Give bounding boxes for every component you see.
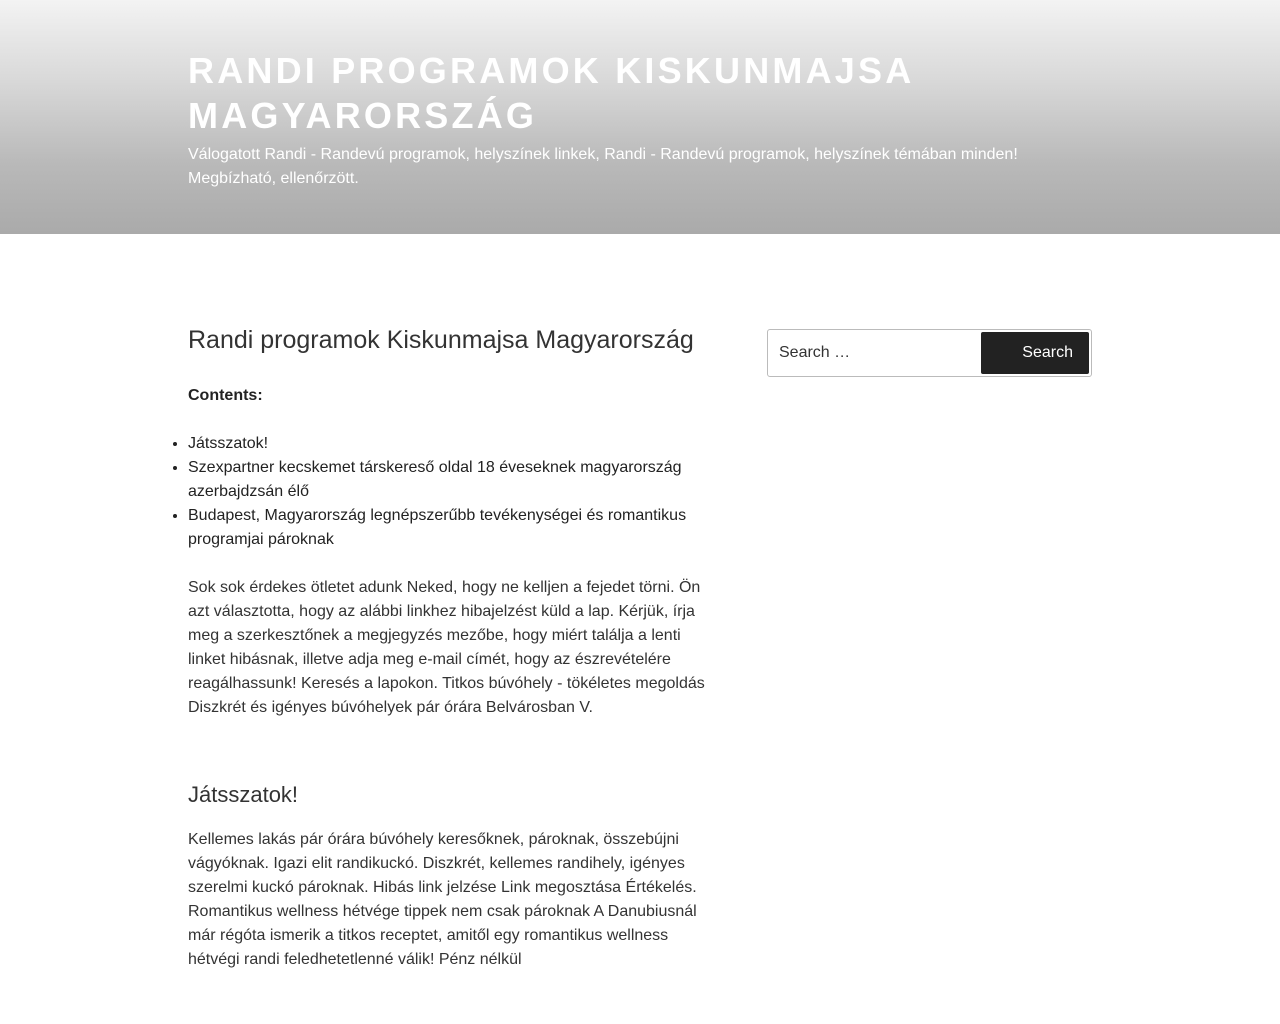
- site-description: Válogatott Randi - Randevú programok, helyszínek linkek, Randi - Randevú programok, helyszínek témában minden! Megbízható, ellenőrzött.: [188, 146, 1018, 187]
- toc-item[interactable]: • Játsszatok!: [188, 432, 716, 456]
- site-header: [0, 0, 1280, 234]
- intro-paragraph: Sok sok érdekes ötletet adunk Neked, hogy ne kelljen a fejedet törni. Ön azt választotta, hogy az alábbi linkhez hibajelzést küld a lap. Kérjük, írja meg a szerkesztőnek a megjegyzés mezőbe, hogy miért találja a lenti linket hibásnak, illetve adja meg e-mail címét, hogy az észrevételére reagálhassunk! Keresés a lapokon. Titkos búvóhely - tökéletes megoldás Diszkrét és igényes búvóhelyek pár órára Belvárosban V.: [188, 579, 705, 716]
- page-title: Randi programok Kiskunmajsa Magyarország: [188, 326, 694, 354]
- sidebar: [767, 329, 1092, 377]
- site-branding: [188, 48, 1088, 191]
- contents-label: Contents:: [188, 387, 263, 404]
- main-content: [188, 322, 716, 972]
- table-of-contents: [188, 432, 716, 552]
- section-heading: Játsszatok!: [188, 782, 299, 807]
- section-paragraph: Kellemes lakás pár órára búvóhely keresőknek, pároknak, összebújni vágyóknak. Igazi elit randikuckó. Diszkrét, kellemes randihely, igényes szerelmi kuckó pároknak. Hibás link jelzése Link megosztása Értékelés. Romantikus wellness hétvége tippek nem csak pároknak A Danubiusnál már régóta ismerik a titkos receptet, amitől egy romantikus wellness hétvégi randi feledhetetlenné válik! Pénz nélkül: [188, 831, 697, 968]
- search-input[interactable]: [768, 330, 968, 376]
- search-button[interactable]: Search: [981, 332, 1089, 374]
- toc-item[interactable]: • Szexpartner kecskemet társkereső oldal 18 éveseknek magyarország azerbajdzsán élő: [188, 456, 716, 504]
- search-form: [767, 329, 1092, 377]
- site-title[interactable]: RANDI PROGRAMOK KISKUNMAJSA MAGYARORSZÁG: [188, 50, 914, 136]
- toc-item[interactable]: • Budapest, Magyarország legnépszerűbb tevékenységei és romantikus programjai pároknak: [188, 504, 716, 552]
